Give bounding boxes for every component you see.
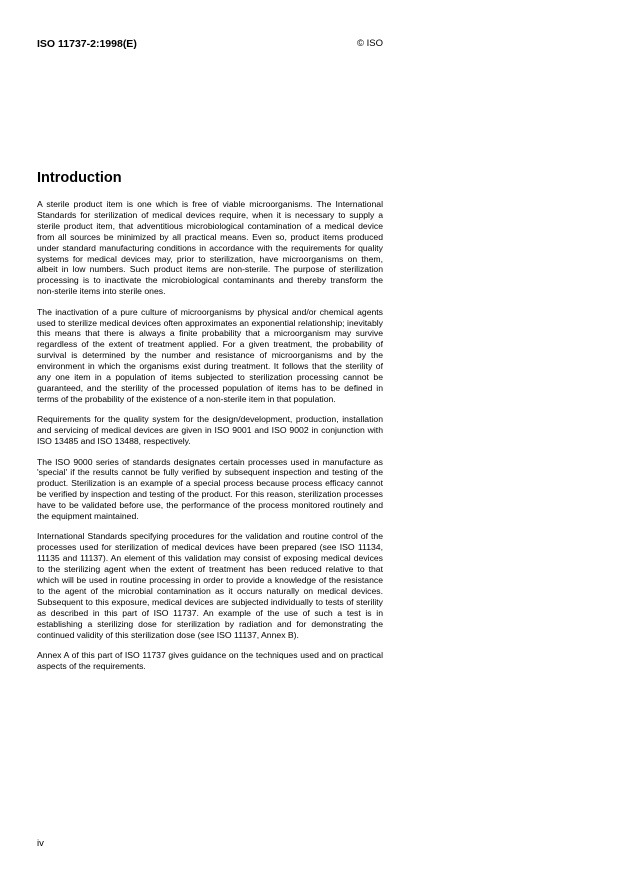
page-number: iv: [37, 838, 44, 849]
paragraph: A sterile product item is one which is free of viable microorganisms. The International Standards for sterilization of medical devices require, when it is necessary to supply a sterile product item, that adventitious microbiological contamination of a medical device from all sources be minimized by all practical means. Even so, product items produced under standard manufacturing conditions in accordance with the requirements for quality systems for medical devices may, prior to sterilization, have microorganisms on them, albeit in low numbers. Such product items are non-sterile. The purpose of sterilization processing is to inactivate the microbiological contaminants and thereby transform the non-sterile items into sterile ones.: [37, 199, 383, 297]
paragraph: International Standards specifying procedures for the validation and routine control of the processes used for sterilization of medical devices have been prepared (see ISO 11134, 11135 and 11137). An element of this validation may consist of exposing medical devices to the sterilizing agent when the extent of treatment has been reduced relative to that which will be used in routine processing in order to provide a knowledge of the resistance to the agent of the microbial contamination as it occurs naturally on medical devices. Subsequent to this exposure, medical devices are subjected individually to tests of sterility as described in this part of ISO 11737. An example of the use of such a test is in establishing a sterilizing dose for sterilization by radiation and for demonstrating the continued validity of this sterilization dose (see ISO 11137, Annex B).: [37, 531, 383, 640]
paragraph: Annex A of this part of ISO 11737 gives guidance on the techniques used and on practical aspects of the requirements.: [37, 650, 383, 671]
standard-id: ISO 11737-2:1998(E): [37, 38, 137, 50]
copyright-notice: © ISO: [357, 38, 384, 49]
section-title: Introduction: [37, 170, 122, 186]
paragraph: The inactivation of a pure culture of microorganisms by physical and/or chemical agents used to sterilize medical devices often approximates an exponential relationship; inevitably this means that there is always a finite probability that a microorganism may survive regardless of the extent of treatment applied. For a given treatment, the probability of survival is determined by the number and resistance of microorganisms and by the environment in which the organisms exist during treatment. It follows that the sterility of any one item in a population of items subjected to sterilization processing cannot be guaranteed, and the sterility of the processed population of items has to be defined in terms of the probability of the existence of a non-sterile item in that population.: [37, 306, 383, 404]
paragraph: Requirements for the quality system for the design/development, production, installation and servicing of medical devices are given in ISO 9001 and ISO 9002 in conjunction with ISO 13485 and ISO 13488, respectively.: [37, 414, 383, 447]
paragraph: The ISO 9000 series of standards designates certain processes used in manufacture as 'special' if the results cannot be fully verified by subsequent inspection and testing of the product. Sterilization is an example of a special process because process efficacy cannot be verified by inspection and testing of the product. For this reason, sterilization processes have to be validated before use, the performance of the process monitored routinely and the equipment maintained.: [37, 456, 383, 522]
section-body: [37, 199, 383, 681]
